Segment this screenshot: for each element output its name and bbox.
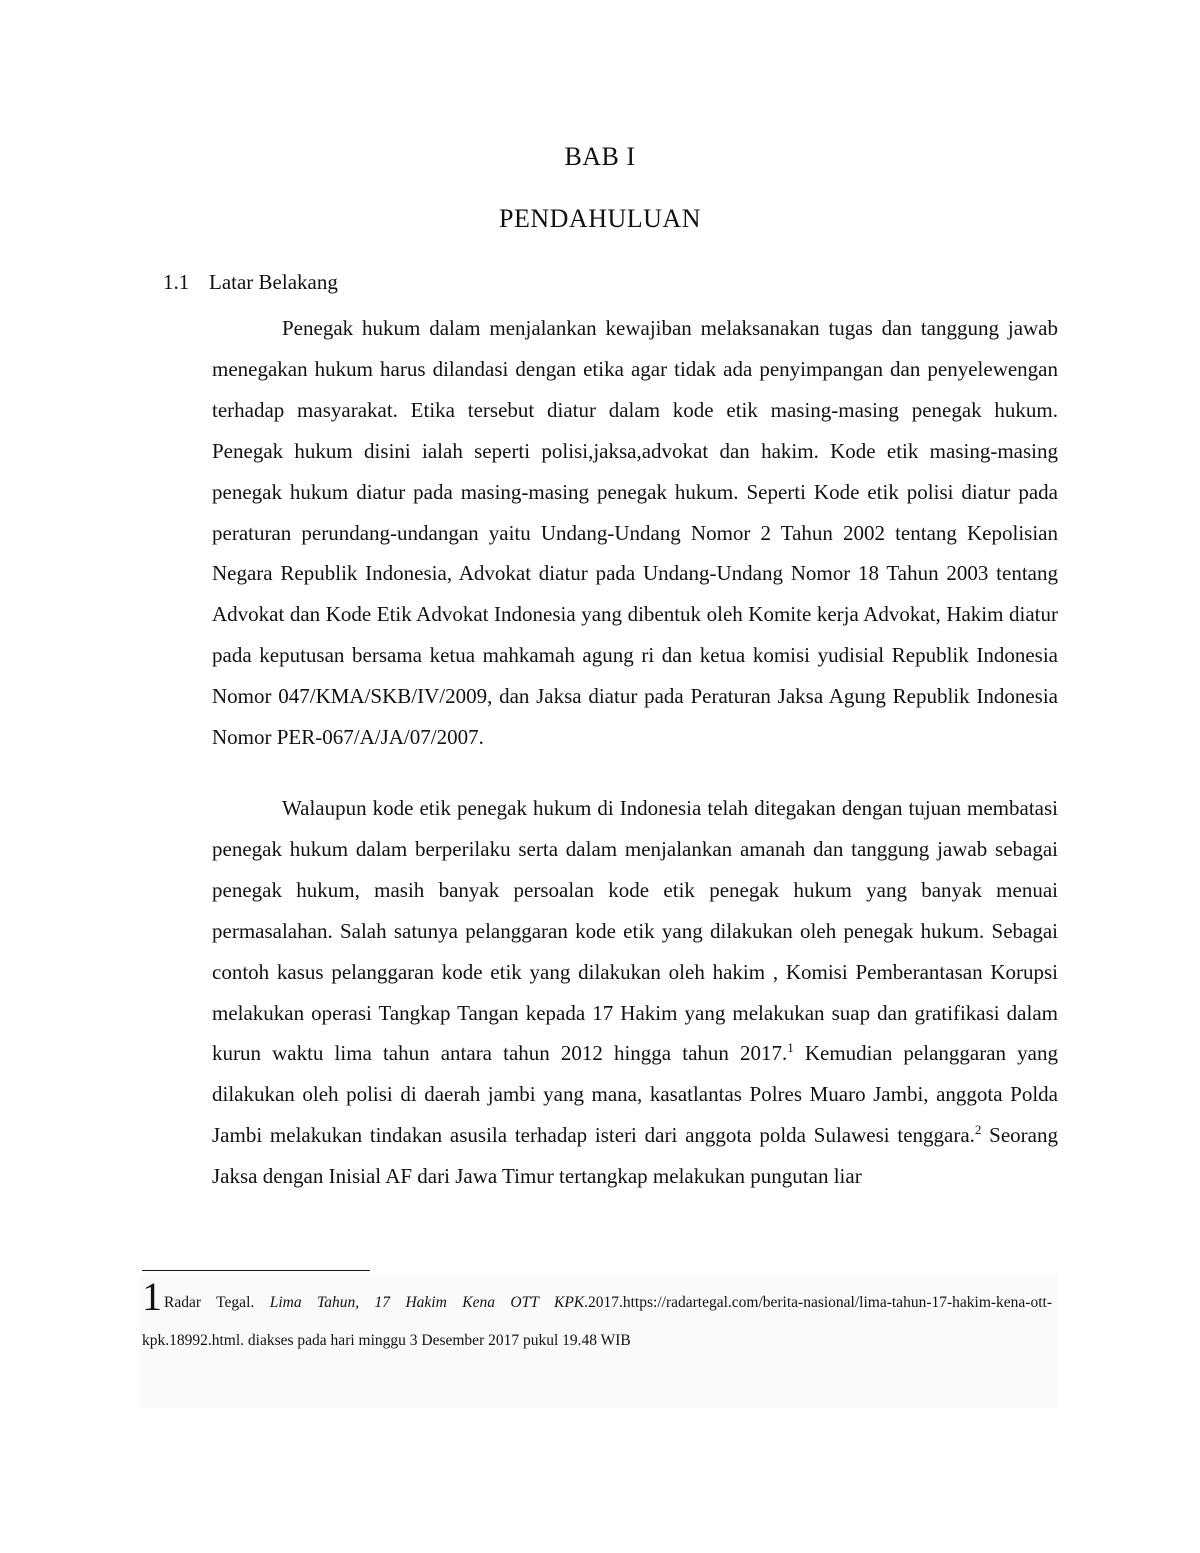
section-heading (163, 270, 338, 295)
paragraph-text (212, 788, 1058, 1197)
chapter-title: PENDAHULUAN (499, 204, 701, 233)
footnote-reference-2[interactable]: 2 (974, 1122, 982, 1138)
body-paragraph-1 (212, 308, 1058, 758)
paragraph-text-part-1: Walaupun kode etik penegak hukum di Indonesia telah ditegakan dengan tujuan membatasi penegak hukum dalam berperilaku serta dalam menjalankan amanah dan tanggung jawab sebagai penegak hukum, masih banyak persoalan kode etik penegak hukum yang banyak menuai permasalahan. Salah satunya pelanggaran kode etik yang dilakukan oleh penegak hukum. Sebagai contoh kasus pelanggaran kode etik yang dilakukan oleh hakim , Komisi Pemberantasan Korupsi melakukan operasi Tangkap Tangan kepada 17 Hakim yang melakukan suap dan gratifikasi dalam kurun waktu lima tahun antara tahun 2012 hingga tahun 2017. (212, 796, 1058, 1066)
footnote-1 (142, 1274, 1052, 1360)
footnote-source-title: Lima Tahun, 17 Hakim Kena OTT KPK (269, 1294, 585, 1311)
footnote-author: Radar Tegal. (164, 1294, 255, 1311)
body-paragraph-2 (212, 788, 1058, 1197)
paragraph-text-part-3: Seorang Jaksa dengan Inisial AF dari Jawa Timur tertangkap melakukan pungutan liar (212, 1123, 1058, 1189)
section-number: 1.1 (163, 270, 190, 294)
paragraph-text-part-2: Kemudian pelanggaran yang dilakukan oleh polisi di daerah jambi yang mana, kasatlantas Polres Muaro Jambi, anggota Polda Jambi melakukan tindakan asusila terhadap isteri dari anggota polda Sulawesi tenggara. (212, 1041, 1058, 1148)
footnote-divider (142, 1270, 370, 1271)
section-title: Latar Belakang (209, 270, 338, 294)
paragraph-text: Penegak hukum dalam menjalankan kewajiban melaksanakan tugas dan tanggung jawab menegakan hukum harus dilandasi dengan etika agar tidak ada penyimpangan dan penyelewengan terhadap masyarakat. Etika tersebut diatur dalam kode etik masing-masing penegak hukum. Penegak hukum disini ialah seperti polisi,jaksa,advokat dan hakim. Kode etik masing-masing penegak hukum diatur pada masing-masing penegak hukum. Seperti Kode etik polisi diatur pada peraturan perundang-undangan yaitu Undang-Undang Nomor 2 Tahun 2002 tentang Kepolisian Negara Republik Indonesia, Advokat diatur pada Undang-Undang Nomor 18 Tahun 2003 tentang Advokat dan Kode Etik Advokat Indonesia yang dibentuk oleh Komite kerja Advokat, Hakim diatur pada keputusan bersama ketua mahkamah agung ri dan ketua komisi yudisial Republik Indonesia Nomor 047/KMA/SKB/IV/2009, dan Jaksa diatur pada Peraturan Jaksa Agung Republik Indonesia Nomor PER-067/A/JA/07/2007. (212, 316, 1058, 750)
chapter-number: BAB I (564, 142, 636, 171)
footnote-source-details: .2017.https://radartegal.com/berita-nasional/lima-tahun-17-hakim-kena-ott-kpk.18992.html. diakses pada hari minggu 3 Desember 2017 pukul 19.48 WIB (142, 1294, 1052, 1349)
footnote-number: 1 (142, 1274, 162, 1319)
footnote-reference-1[interactable]: 1 (787, 1040, 794, 1056)
